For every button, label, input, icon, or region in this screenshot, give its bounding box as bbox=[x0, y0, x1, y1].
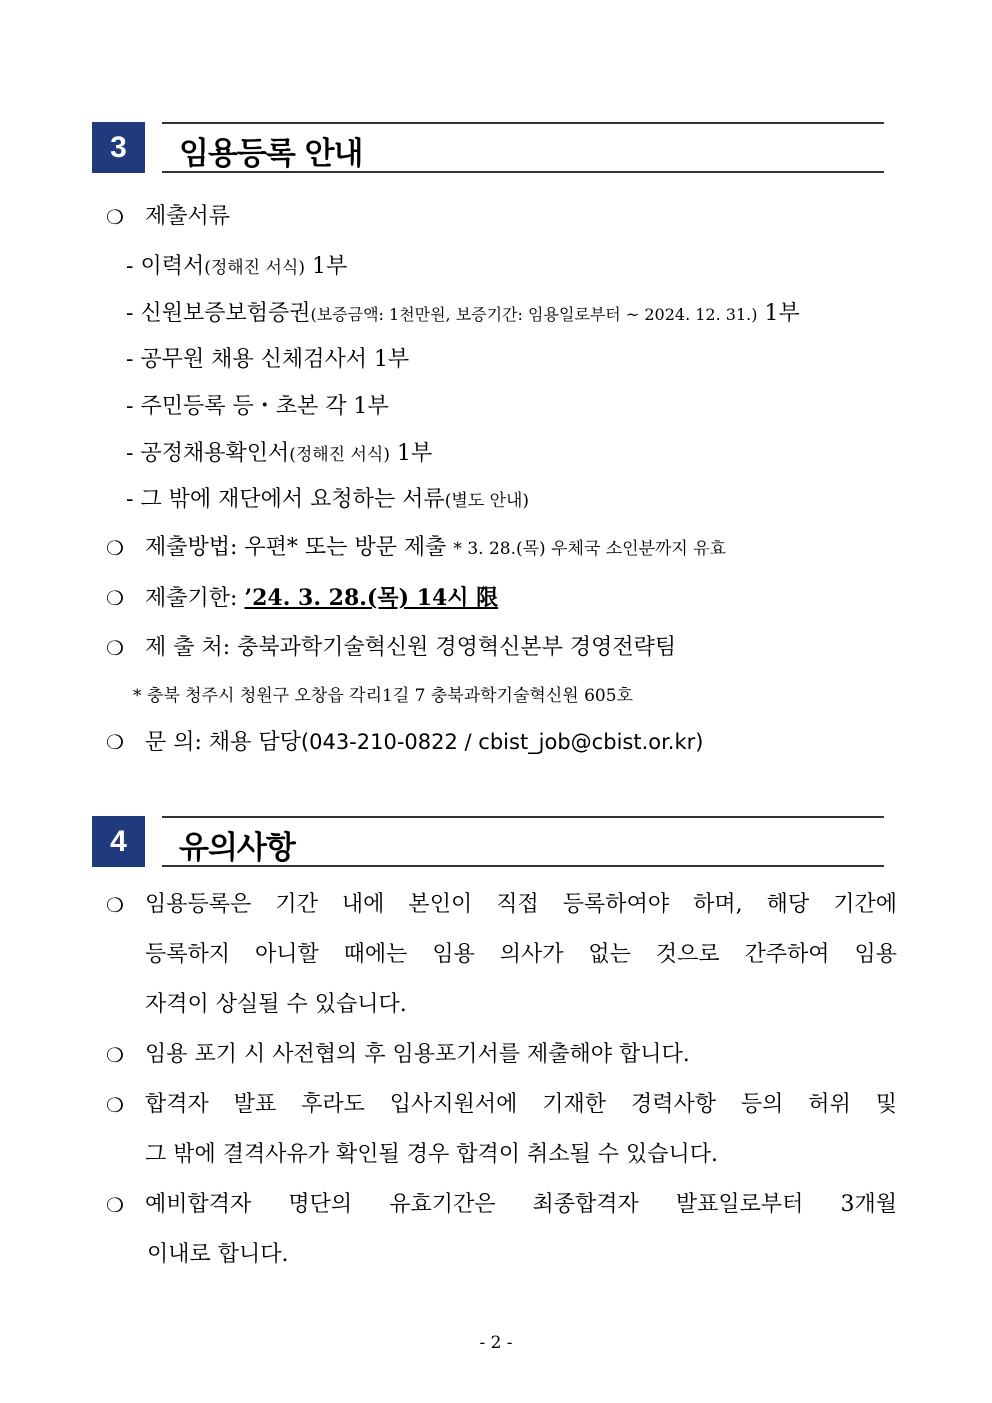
page-number: - 2 - bbox=[479, 1333, 513, 1353]
section-3-header bbox=[92, 122, 884, 174]
section-4-title: 유의사항 bbox=[179, 830, 295, 866]
contact-info: (043-210-0822 / cbist_job@cbist.or.kr) bbox=[300, 730, 704, 754]
section-number-3: 3 bbox=[92, 122, 145, 173]
section-3-title: 임용등록 안내 bbox=[179, 136, 363, 172]
section-number-4: 4 bbox=[92, 816, 145, 867]
deadline-value: ’24. 3. 28.(목) 14시 限 bbox=[244, 585, 499, 611]
section-4-header bbox=[92, 816, 884, 868]
